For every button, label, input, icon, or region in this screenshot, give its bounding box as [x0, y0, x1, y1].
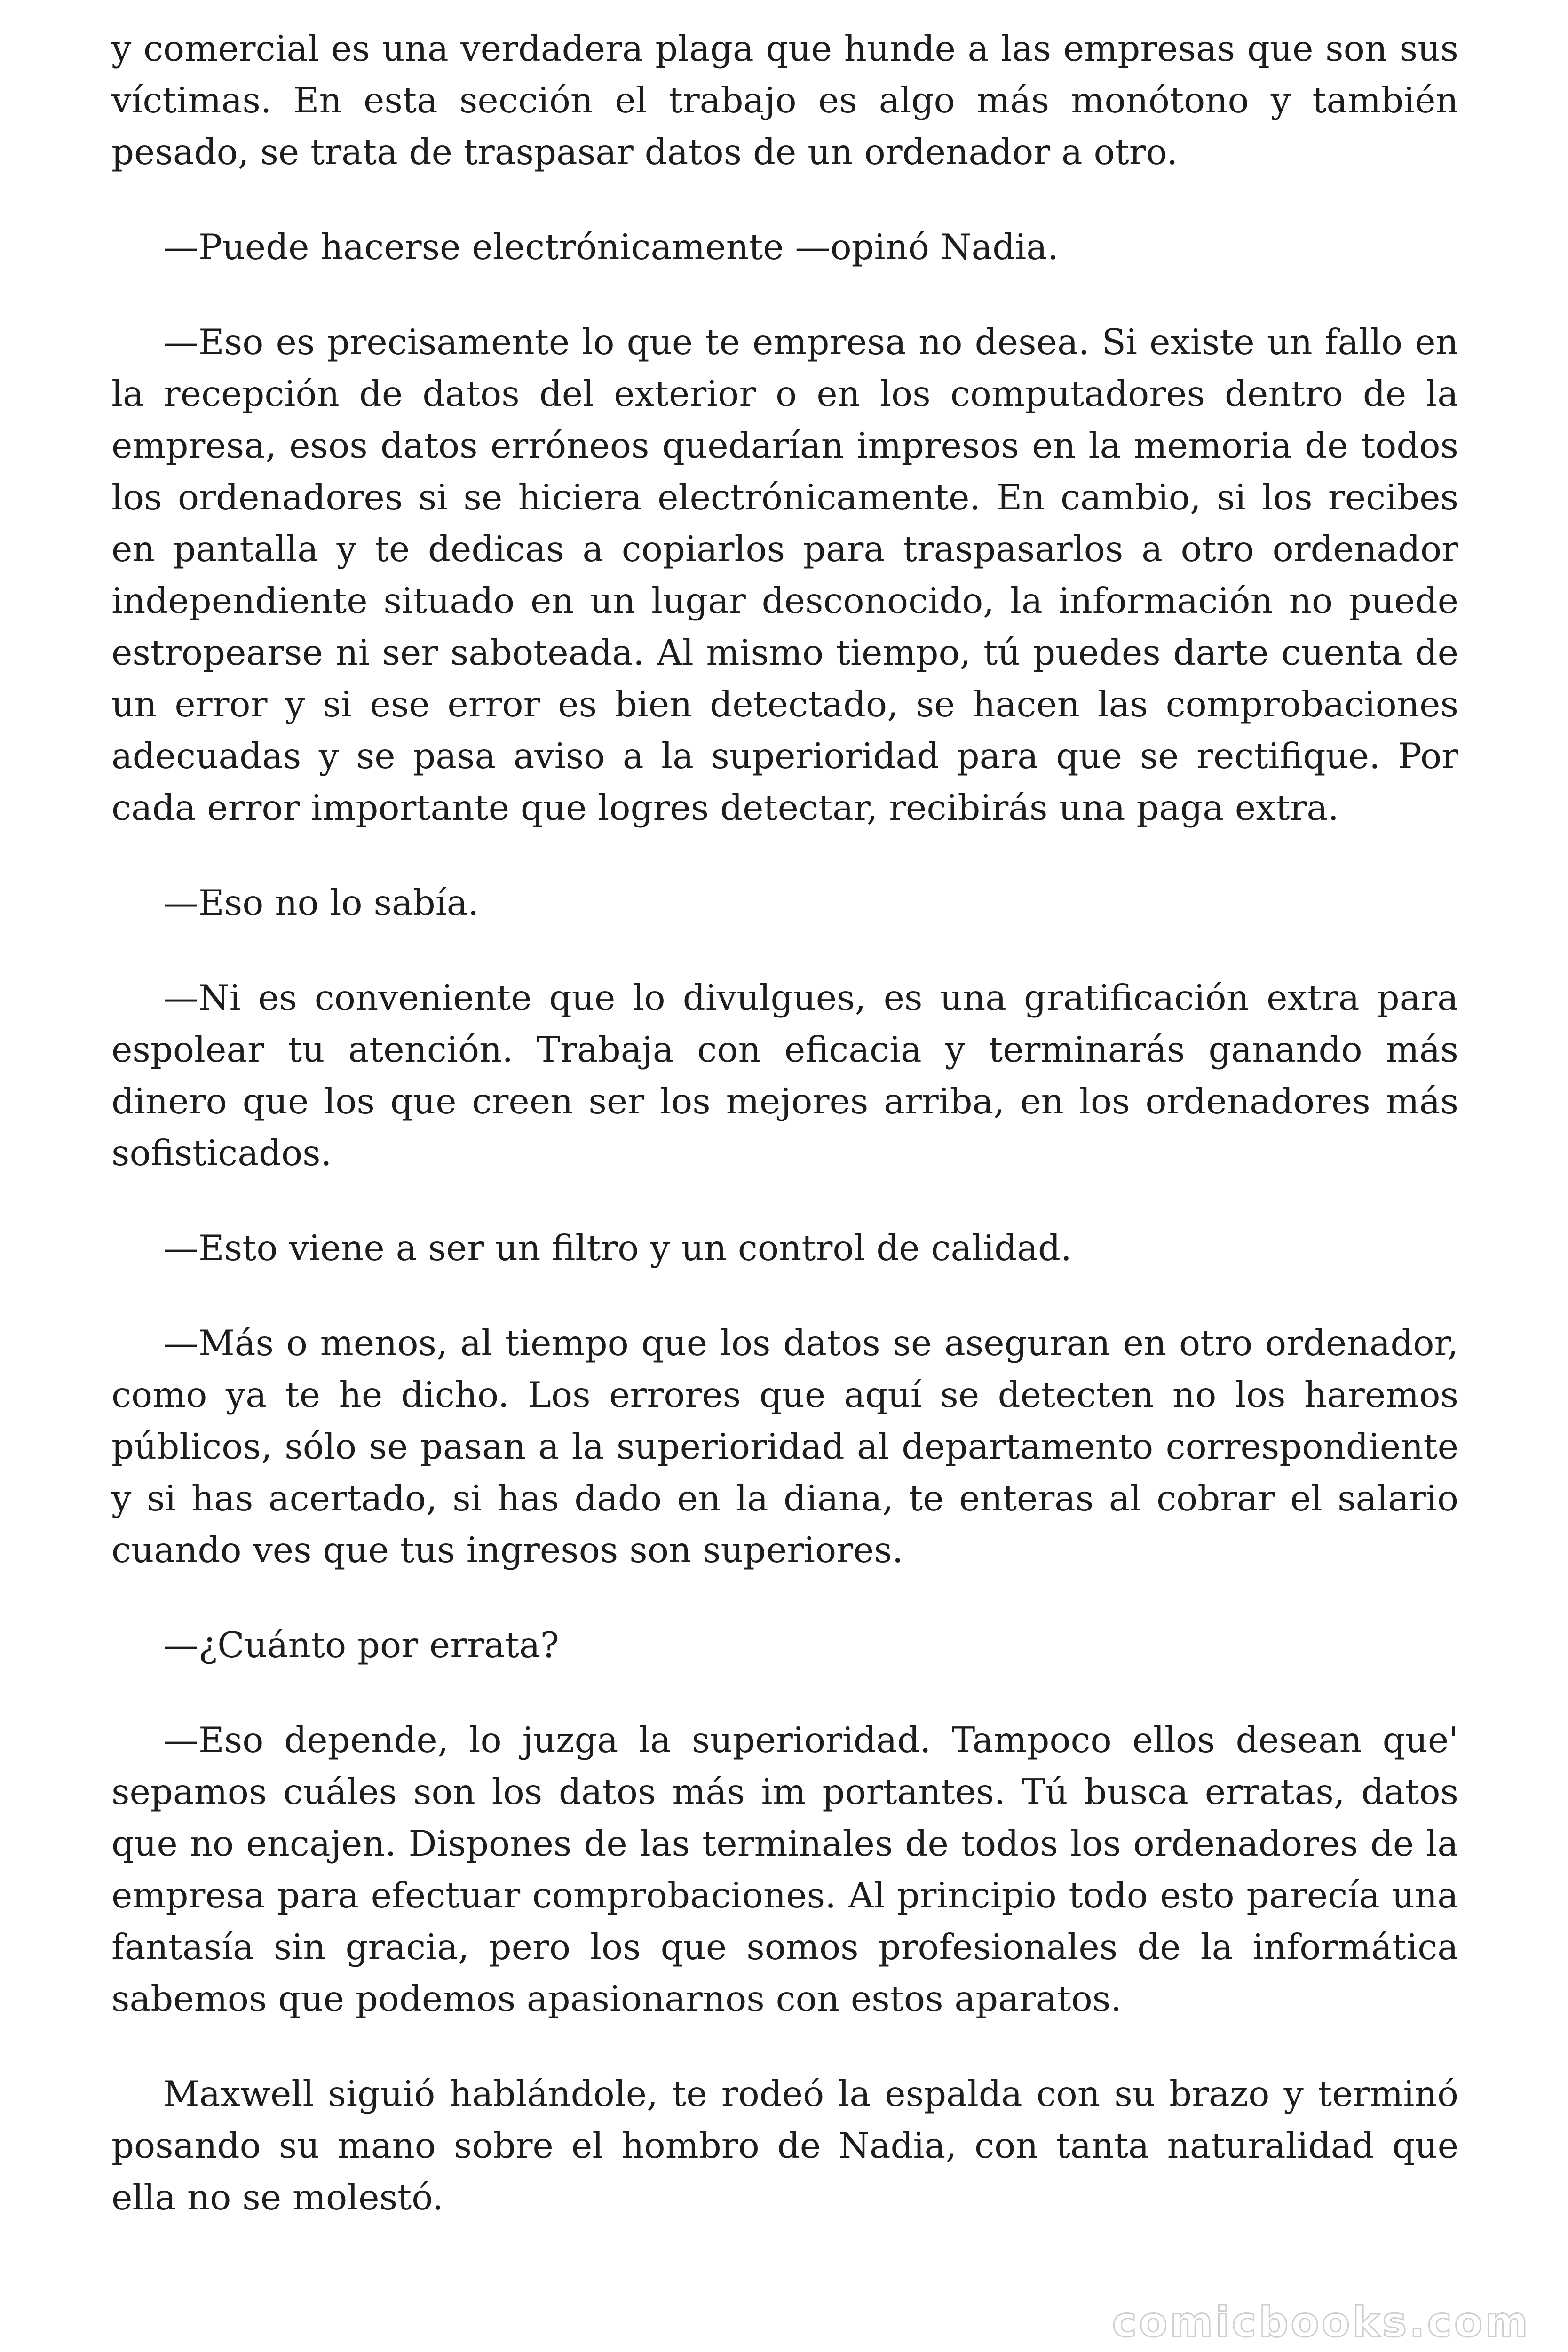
paragraph-4: —Eso no lo sabía.	[163, 882, 479, 923]
paragraph-7: —Más o menos, al tiempo que los datos se aseguran en otro ordenador, como ya te he dicho. Los errores que aquí se detecten no los haremos públicos, sólo se pasan a la superioridad al departamento correspondiente y si has acertado, si has dado en la diana, te enteras al cobrar el salario cuando ves que tus ingresos son superiores.	[111, 1322, 1458, 1571]
paragraph-6: —Esto viene a ser un filtro y un control de calidad.	[163, 1227, 1072, 1269]
paragraph-9: —Eso depende, lo juzga la superioridad. Tampoco ellos desean que' sepamos cuáles son los datos más im portantes. Tú busca erratas, datos que no encajen. Dispones de las terminales de todos los ordenadores de la empresa para efectuar comprobaciones. Al principio todo esto parecía una fantasía sin gracia, pero los que somos profesionales de la informática sabemos que podemos apasionarnos con estos aparatos.	[111, 1719, 1458, 2019]
paragraph-10: Maxwell siguió hablándole, te rodeó la espalda con su brazo y terminó posando su mano sobre el hombro de Nadia, con tanta naturalidad que ella no se molestó.	[111, 2073, 1458, 2218]
watermark: comicbooks.com	[1112, 2298, 1530, 2346]
paragraph-8: —¿Cuánto por errata?	[163, 1624, 559, 1666]
paragraph-5: —Ni es conveniente que lo divulgues, es una gratificación extra para espolear tu atención. Trabaja con eficacia y terminarás ganando más dinero que los que creen ser los mejores arriba, en los ordenadores más sofisticados.	[111, 977, 1458, 1174]
paragraph-1: y comercial es una verdadera plaga que hunde a las empresas que son sus víctimas. En esta sección el trabajo es algo más monótono y también pesado, se trata de traspasar datos de un ordenador a otro.	[111, 28, 1458, 173]
paragraph-3: —Eso es precisamente lo que te empresa no desea. Si existe un fallo en la recepción de datos del exterior o en los computadores dentro de la empresa, esos datos erróneos quedarían impresos en la memoria de todos los ordenadores si se hiciera electrónicamente. En cambio, si los recibes en pantalla y te dedicas a copiarlos para traspasarlos a otro ordenador independiente situado en un lugar desconocido, la información no puede estropearse ni ser saboteada. Al mismo tiempo, tú puedes darte cuenta de un error y si ese error es bien detectado, se hacen las comprobaciones adecuadas y se pasa aviso a la superioridad para que se rectifique. Por cada error importante que logres detectar, recibirás una paga extra.	[111, 321, 1458, 828]
paragraph-2: —Puede hacerse electrónicamente —opinó Nadia.	[163, 226, 1059, 268]
page-text	[111, 23, 1458, 2223]
